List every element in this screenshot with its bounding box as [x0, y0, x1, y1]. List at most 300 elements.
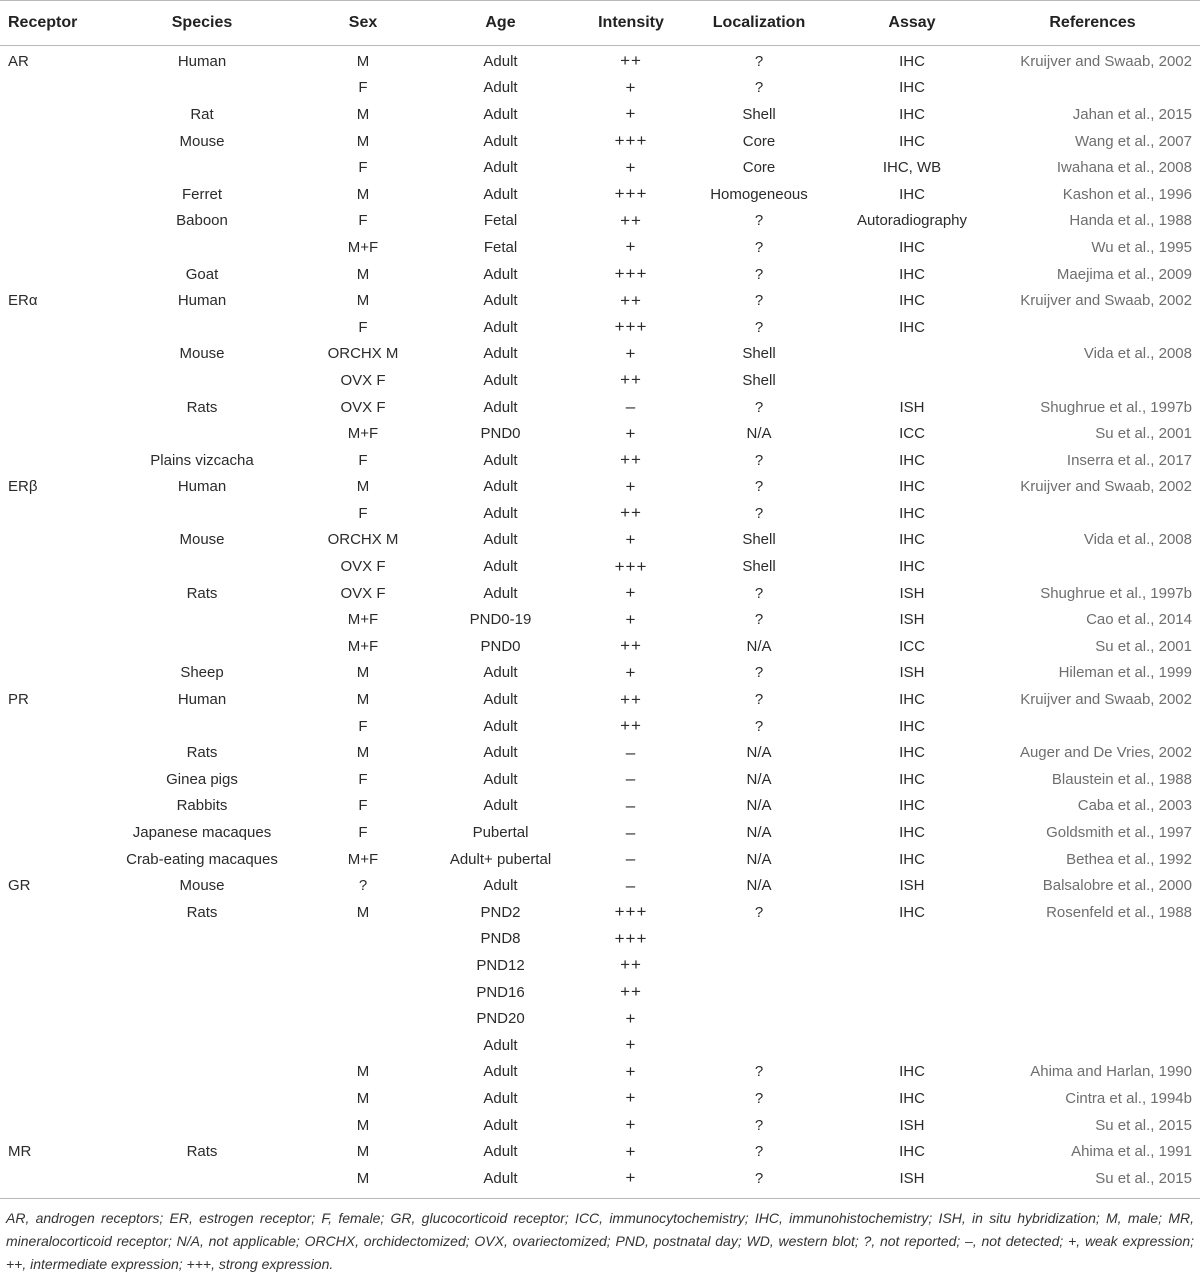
cell-species: Rats [186, 1143, 218, 1161]
table-row [0, 1112, 1200, 1139]
cell-age: Adult [483, 451, 518, 469]
cell-receptor [0, 1085, 96, 1112]
cell-receptor: PR [8, 691, 29, 709]
cell-sex: F [358, 451, 368, 469]
header-assay: Assay [839, 1, 985, 46]
table-row [0, 899, 1200, 926]
cell-assay: IHC [899, 903, 925, 921]
cell-localization: ? [754, 398, 764, 416]
cell-reference: Maejima et al., 2009 [1056, 265, 1192, 283]
cell-sex: M+F [347, 611, 379, 629]
cell-sex [308, 1032, 418, 1059]
cell-sex: M [356, 1169, 370, 1187]
cell-species [96, 314, 308, 341]
cell-age: Adult [483, 717, 518, 735]
table-row [0, 181, 1200, 208]
cell-receptor [0, 660, 96, 687]
cell-age: PND2 [480, 903, 521, 921]
cell-reference: Shughrue et al., 1997b [1040, 584, 1192, 602]
cell-intensity: – [625, 875, 637, 895]
header-age: Age [418, 1, 583, 46]
cell-sex: F [358, 79, 368, 97]
cell-sex: M+F [347, 637, 379, 655]
cell-age: Adult [483, 1036, 518, 1054]
cell-age: Adult [483, 877, 518, 895]
cell-reference: Su et al., 2001 [1095, 425, 1192, 443]
cell-receptor [0, 580, 96, 607]
cell-age: PND0 [480, 425, 521, 443]
cell-localization: N/A [746, 637, 772, 655]
cell-reference [985, 713, 1200, 740]
cell-species [96, 1085, 308, 1112]
cell-assay: IHC [899, 318, 925, 336]
header-sex: Sex [308, 1, 418, 46]
cell-species: Mouse [179, 877, 225, 895]
cell-intensity: – [625, 822, 637, 842]
cell-intensity: ++ [620, 290, 642, 310]
cell-reference: Goldsmith et al., 1997 [1046, 824, 1192, 842]
cell-species [96, 1112, 308, 1139]
cell-assay [839, 341, 985, 368]
cell-reference: Shughrue et al., 1997b [1040, 398, 1192, 416]
cell-sex: F [358, 504, 368, 522]
cell-intensity: +++ [614, 264, 648, 284]
cell-assay: IHC [899, 531, 925, 549]
cell-assay: IHC [899, 132, 925, 150]
cell-localization [679, 979, 839, 1006]
cell-species [96, 553, 308, 580]
cell-assay: IHC [899, 504, 925, 522]
cell-localization: ? [754, 1169, 764, 1187]
cell-reference [985, 952, 1200, 979]
cell-sex: M [356, 1143, 370, 1161]
cell-intensity: +++ [614, 317, 648, 337]
table-row [0, 500, 1200, 527]
cell-species [96, 1059, 308, 1086]
cell-receptor [0, 1005, 96, 1032]
cell-localization: ? [754, 584, 764, 602]
cell-sex: F [358, 159, 368, 177]
cell-localization [679, 1032, 839, 1059]
cell-assay: ISH [899, 398, 925, 416]
cell-sex: ORCHX M [327, 345, 399, 363]
cell-localization: ? [754, 717, 764, 735]
cell-species [96, 952, 308, 979]
cell-intensity: +++ [614, 131, 648, 151]
cell-assay [839, 979, 985, 1006]
cell-localization: ? [754, 265, 764, 283]
cell-assay: ISH [899, 611, 925, 629]
cell-sex: M [356, 1063, 370, 1081]
cell-reference: Auger and De Vries, 2002 [1019, 744, 1192, 762]
cell-receptor: ERβ [8, 478, 38, 496]
cell-sex: F [358, 824, 368, 842]
cell-receptor [0, 766, 96, 793]
table-footnote: AR, androgen receptors; ER, estrogen receptor; F, female; GR, glucocorticoid receptor; ICC, immunocytochemistry; IHC, immunohistochemistry; ISH, in situ hybridization; M, male; MR, mineralocorticoid receptor; N/A, not applicable; ORCHX, orchidectomized; OVX, ovariectomized; PND, postnatal day; WD, western blot; ?, not reported; –, not detected; +, weak expression; ++, intermediate expression; +++, strong expression. [0, 1198, 1200, 1276]
cell-species: Crab-eating macaques [126, 850, 278, 868]
cell-localization: Shell [742, 531, 776, 549]
cell-age: Adult [483, 504, 518, 522]
cell-localization: ? [754, 903, 764, 921]
cell-receptor [0, 341, 96, 368]
cell-species: Mouse [179, 345, 225, 363]
cell-assay: ICC [899, 425, 925, 443]
table-row [0, 208, 1200, 235]
cell-assay: IHC [899, 185, 925, 203]
cell-assay: IHC [899, 824, 925, 842]
cell-receptor [0, 846, 96, 873]
cell-sex: M+F [347, 425, 379, 443]
cell-receptor [0, 926, 96, 953]
cell-receptor [0, 606, 96, 633]
cell-receptor: MR [8, 1143, 32, 1161]
cell-localization [679, 952, 839, 979]
cell-reference: Ahima and Harlan, 1990 [1030, 1063, 1192, 1081]
cell-sex: F [358, 212, 368, 230]
cell-intensity: – [625, 397, 637, 417]
cell-intensity: + [625, 662, 637, 682]
cell-age: Adult [483, 478, 518, 496]
cell-reference: Bethea et al., 1992 [1066, 850, 1192, 868]
table-row [0, 287, 1200, 314]
cell-receptor [0, 128, 96, 155]
cell-receptor [0, 101, 96, 128]
cell-sex: M [356, 744, 370, 762]
cell-sex: M [356, 185, 370, 203]
cell-intensity: + [625, 1115, 637, 1135]
table-row [0, 75, 1200, 102]
cell-receptor [0, 75, 96, 102]
table-body [0, 46, 1200, 1196]
table-row [0, 474, 1200, 501]
cell-age: Adult [483, 159, 518, 177]
cell-reference [985, 926, 1200, 953]
cell-assay: IHC [899, 1143, 925, 1161]
cell-reference: Ahima et al., 1991 [1071, 1143, 1192, 1161]
cell-intensity: ++ [620, 210, 642, 230]
cell-assay [839, 952, 985, 979]
cell-receptor [0, 1112, 96, 1139]
cell-localization: ? [754, 1089, 764, 1107]
table-row [0, 394, 1200, 421]
cell-localization: N/A [746, 744, 772, 762]
cell-assay: IHC [899, 770, 925, 788]
table-row [0, 952, 1200, 979]
cell-age: Adult+ pubertal [449, 850, 552, 868]
cell-reference: Inserra et al., 2017 [1066, 451, 1192, 469]
cell-species: Rats [186, 398, 218, 416]
cell-intensity: ++ [620, 636, 642, 656]
cell-assay: ISH [899, 1169, 925, 1187]
cell-age: Adult [483, 691, 518, 709]
cell-reference [985, 367, 1200, 394]
table-row [0, 154, 1200, 181]
cell-reference: Su et al., 2015 [1095, 1116, 1192, 1134]
cell-receptor [0, 819, 96, 846]
cell-species: Human [177, 691, 227, 709]
table-header-row [0, 1, 1200, 46]
cell-species: Rats [186, 744, 218, 762]
cell-assay: IHC [899, 292, 925, 310]
cell-sex [308, 1005, 418, 1032]
cell-species: Ferret [181, 185, 222, 203]
cell-localization [679, 1005, 839, 1032]
table-row [0, 314, 1200, 341]
cell-age: Adult [483, 1116, 518, 1134]
table-row [0, 261, 1200, 288]
cell-age: Adult [483, 265, 518, 283]
cell-receptor [0, 181, 96, 208]
cell-sex [308, 952, 418, 979]
cell-assay: IHC [899, 691, 925, 709]
cell-age: Adult [483, 531, 518, 549]
cell-sex: M [356, 132, 370, 150]
cell-receptor [0, 447, 96, 474]
cell-species [96, 420, 308, 447]
cell-intensity: + [625, 237, 637, 257]
cell-localization: ? [754, 478, 764, 496]
cell-age: Adult [483, 664, 518, 682]
cell-intensity: ++ [620, 370, 642, 390]
cell-receptor [0, 314, 96, 341]
cell-assay [839, 926, 985, 953]
cell-intensity: +++ [614, 184, 648, 204]
cell-age: Adult [483, 79, 518, 97]
cell-receptor [0, 527, 96, 554]
table-row [0, 793, 1200, 820]
cell-assay: IHC [899, 238, 925, 256]
cell-species: Rats [186, 903, 218, 921]
cell-reference: Balsalobre et al., 2000 [1042, 877, 1192, 895]
cell-receptor [0, 208, 96, 235]
cell-age: Adult [483, 1063, 518, 1081]
cell-sex: ? [358, 877, 368, 895]
cell-sex: F [358, 717, 368, 735]
cell-age: Adult [483, 52, 518, 70]
cell-localization: ? [754, 79, 764, 97]
cell-age: Adult [483, 371, 518, 389]
cell-intensity: + [625, 1008, 637, 1028]
cell-species [96, 75, 308, 102]
cell-sex: M [356, 292, 370, 310]
cell-sex: OVX F [340, 371, 386, 389]
cell-localization: N/A [746, 824, 772, 842]
cell-species [96, 1005, 308, 1032]
table-row [0, 1059, 1200, 1086]
cell-intensity: +++ [614, 556, 648, 576]
cell-age: Adult [483, 132, 518, 150]
table-row [0, 1032, 1200, 1059]
cell-intensity: – [625, 849, 637, 869]
cell-assay [839, 1032, 985, 1059]
cell-reference [985, 1032, 1200, 1059]
table-row [0, 606, 1200, 633]
cell-reference: Kruijver and Swaab, 2002 [1020, 691, 1192, 709]
cell-species: Rat [190, 105, 214, 123]
cell-sex: M [356, 52, 370, 70]
cell-localization: ? [754, 318, 764, 336]
cell-reference: Kruijver and Swaab, 2002 [1020, 292, 1192, 310]
cell-sex [308, 979, 418, 1006]
cell-receptor [0, 500, 96, 527]
cell-intensity: + [625, 157, 637, 177]
cell-age: Adult [483, 1143, 518, 1161]
cell-intensity: + [625, 583, 637, 603]
header-receptor: Receptor [0, 1, 96, 46]
cell-species [96, 500, 308, 527]
cell-assay: IHC [899, 744, 925, 762]
table-row [0, 580, 1200, 607]
cell-age: Adult [483, 345, 518, 363]
cell-reference [985, 1005, 1200, 1032]
cell-species: Baboon [176, 212, 228, 230]
cell-receptor [0, 899, 96, 926]
cell-assay: ICC [899, 637, 925, 655]
cell-assay: IHC [899, 79, 925, 97]
cell-reference: Iwahana et al., 2008 [1056, 159, 1192, 177]
cell-receptor [0, 234, 96, 261]
cell-assay: IHC [899, 1063, 925, 1081]
cell-sex: ORCHX M [327, 531, 399, 549]
table-row [0, 766, 1200, 793]
table-row [0, 660, 1200, 687]
table-row [0, 686, 1200, 713]
cell-reference [985, 500, 1200, 527]
cell-receptor [0, 553, 96, 580]
cell-sex: M [356, 1089, 370, 1107]
cell-intensity: + [625, 1035, 637, 1055]
cell-intensity: + [625, 104, 637, 124]
table-row [0, 926, 1200, 953]
cell-species: Ginea pigs [166, 770, 238, 788]
cell-intensity: – [625, 742, 637, 762]
cell-intensity: ++ [620, 982, 642, 1002]
cell-intensity: +++ [614, 928, 648, 948]
cell-age: PND0-19 [469, 611, 532, 629]
table-row [0, 1005, 1200, 1032]
cell-reference: Jahan et al., 2015 [1072, 105, 1192, 123]
cell-intensity: + [625, 77, 637, 97]
cell-species: Sheep [180, 664, 224, 682]
cell-localization: Shell [742, 371, 776, 389]
table-row [0, 447, 1200, 474]
cell-reference: Wang et al., 2007 [1074, 132, 1192, 150]
cell-receptor [0, 633, 96, 660]
cell-species: Human [177, 52, 227, 70]
table-row [0, 713, 1200, 740]
cell-localization: ? [754, 238, 764, 256]
cell-sex: M [356, 265, 370, 283]
cell-receptor: ERα [8, 292, 38, 310]
cell-species [96, 1165, 308, 1196]
cell-assay: IHC [899, 850, 925, 868]
cell-age: Adult [483, 1169, 518, 1187]
cell-sex: OVX F [340, 584, 386, 602]
cell-assay: ISH [899, 877, 925, 895]
cell-age: PND20 [476, 1010, 525, 1028]
cell-intensity: + [625, 343, 637, 363]
cell-receptor [0, 1032, 96, 1059]
cell-assay: IHC [899, 265, 925, 283]
table-row [0, 633, 1200, 660]
cell-reference [985, 75, 1200, 102]
cell-reference: Wu et al., 1995 [1091, 238, 1192, 256]
cell-species [96, 633, 308, 660]
cell-species [96, 367, 308, 394]
cell-species [96, 606, 308, 633]
table-row [0, 1165, 1200, 1196]
cell-species: Goat [185, 265, 219, 283]
cell-receptor [0, 1059, 96, 1086]
cell-age: Adult [483, 318, 518, 336]
cell-localization: Shell [742, 105, 776, 123]
cell-reference: Handa et al., 1988 [1069, 212, 1192, 230]
cell-reference: Vida et al., 2008 [1083, 531, 1192, 549]
cell-sex: M [356, 1116, 370, 1134]
cell-species: Mouse [179, 132, 225, 150]
cell-localization: N/A [746, 770, 772, 788]
cell-reference [985, 979, 1200, 1006]
table-row [0, 819, 1200, 846]
cell-species [96, 154, 308, 181]
cell-intensity: + [625, 1168, 637, 1188]
cell-species: Human [177, 292, 227, 310]
cell-localization: ? [754, 52, 764, 70]
cell-localization: Shell [742, 558, 776, 576]
cell-sex: F [358, 797, 368, 815]
cell-assay: IHC [899, 797, 925, 815]
cell-age: Fetal [483, 238, 518, 256]
cell-receptor [0, 1165, 96, 1196]
cell-intensity: + [625, 1141, 637, 1161]
cell-intensity: ++ [620, 450, 642, 470]
cell-assay: IHC, WB [882, 159, 942, 177]
cell-sex [308, 926, 418, 953]
table-row [0, 553, 1200, 580]
cell-receptor [0, 952, 96, 979]
cell-localization: ? [754, 691, 764, 709]
cell-receptor [0, 979, 96, 1006]
cell-receptor [0, 739, 96, 766]
cell-age: Adult [483, 185, 518, 203]
cell-receptor [0, 713, 96, 740]
cell-localization: ? [754, 1143, 764, 1161]
cell-localization: ? [754, 1063, 764, 1081]
cell-assay [839, 367, 985, 394]
cell-localization: Core [742, 159, 776, 177]
cell-age: Adult [483, 105, 518, 123]
cell-age: PND16 [476, 983, 525, 1001]
cell-age: PND12 [476, 956, 525, 974]
cell-reference [985, 314, 1200, 341]
cell-age: Fetal [483, 212, 518, 230]
cell-sex: M+F [347, 238, 379, 256]
cell-assay: IHC [899, 105, 925, 123]
cell-age: Adult [483, 584, 518, 602]
cell-intensity: ++ [620, 716, 642, 736]
cell-assay: IHC [899, 558, 925, 576]
cell-receptor [0, 420, 96, 447]
cell-localization: ? [754, 292, 764, 310]
cell-receptor [0, 261, 96, 288]
cell-reference: Su et al., 2015 [1095, 1169, 1192, 1187]
cell-reference: Cao et al., 2014 [1086, 611, 1192, 629]
cell-localization: N/A [746, 877, 772, 895]
cell-intensity: – [625, 769, 637, 789]
cell-receptor [0, 154, 96, 181]
table-row [0, 739, 1200, 766]
cell-sex: M [356, 903, 370, 921]
